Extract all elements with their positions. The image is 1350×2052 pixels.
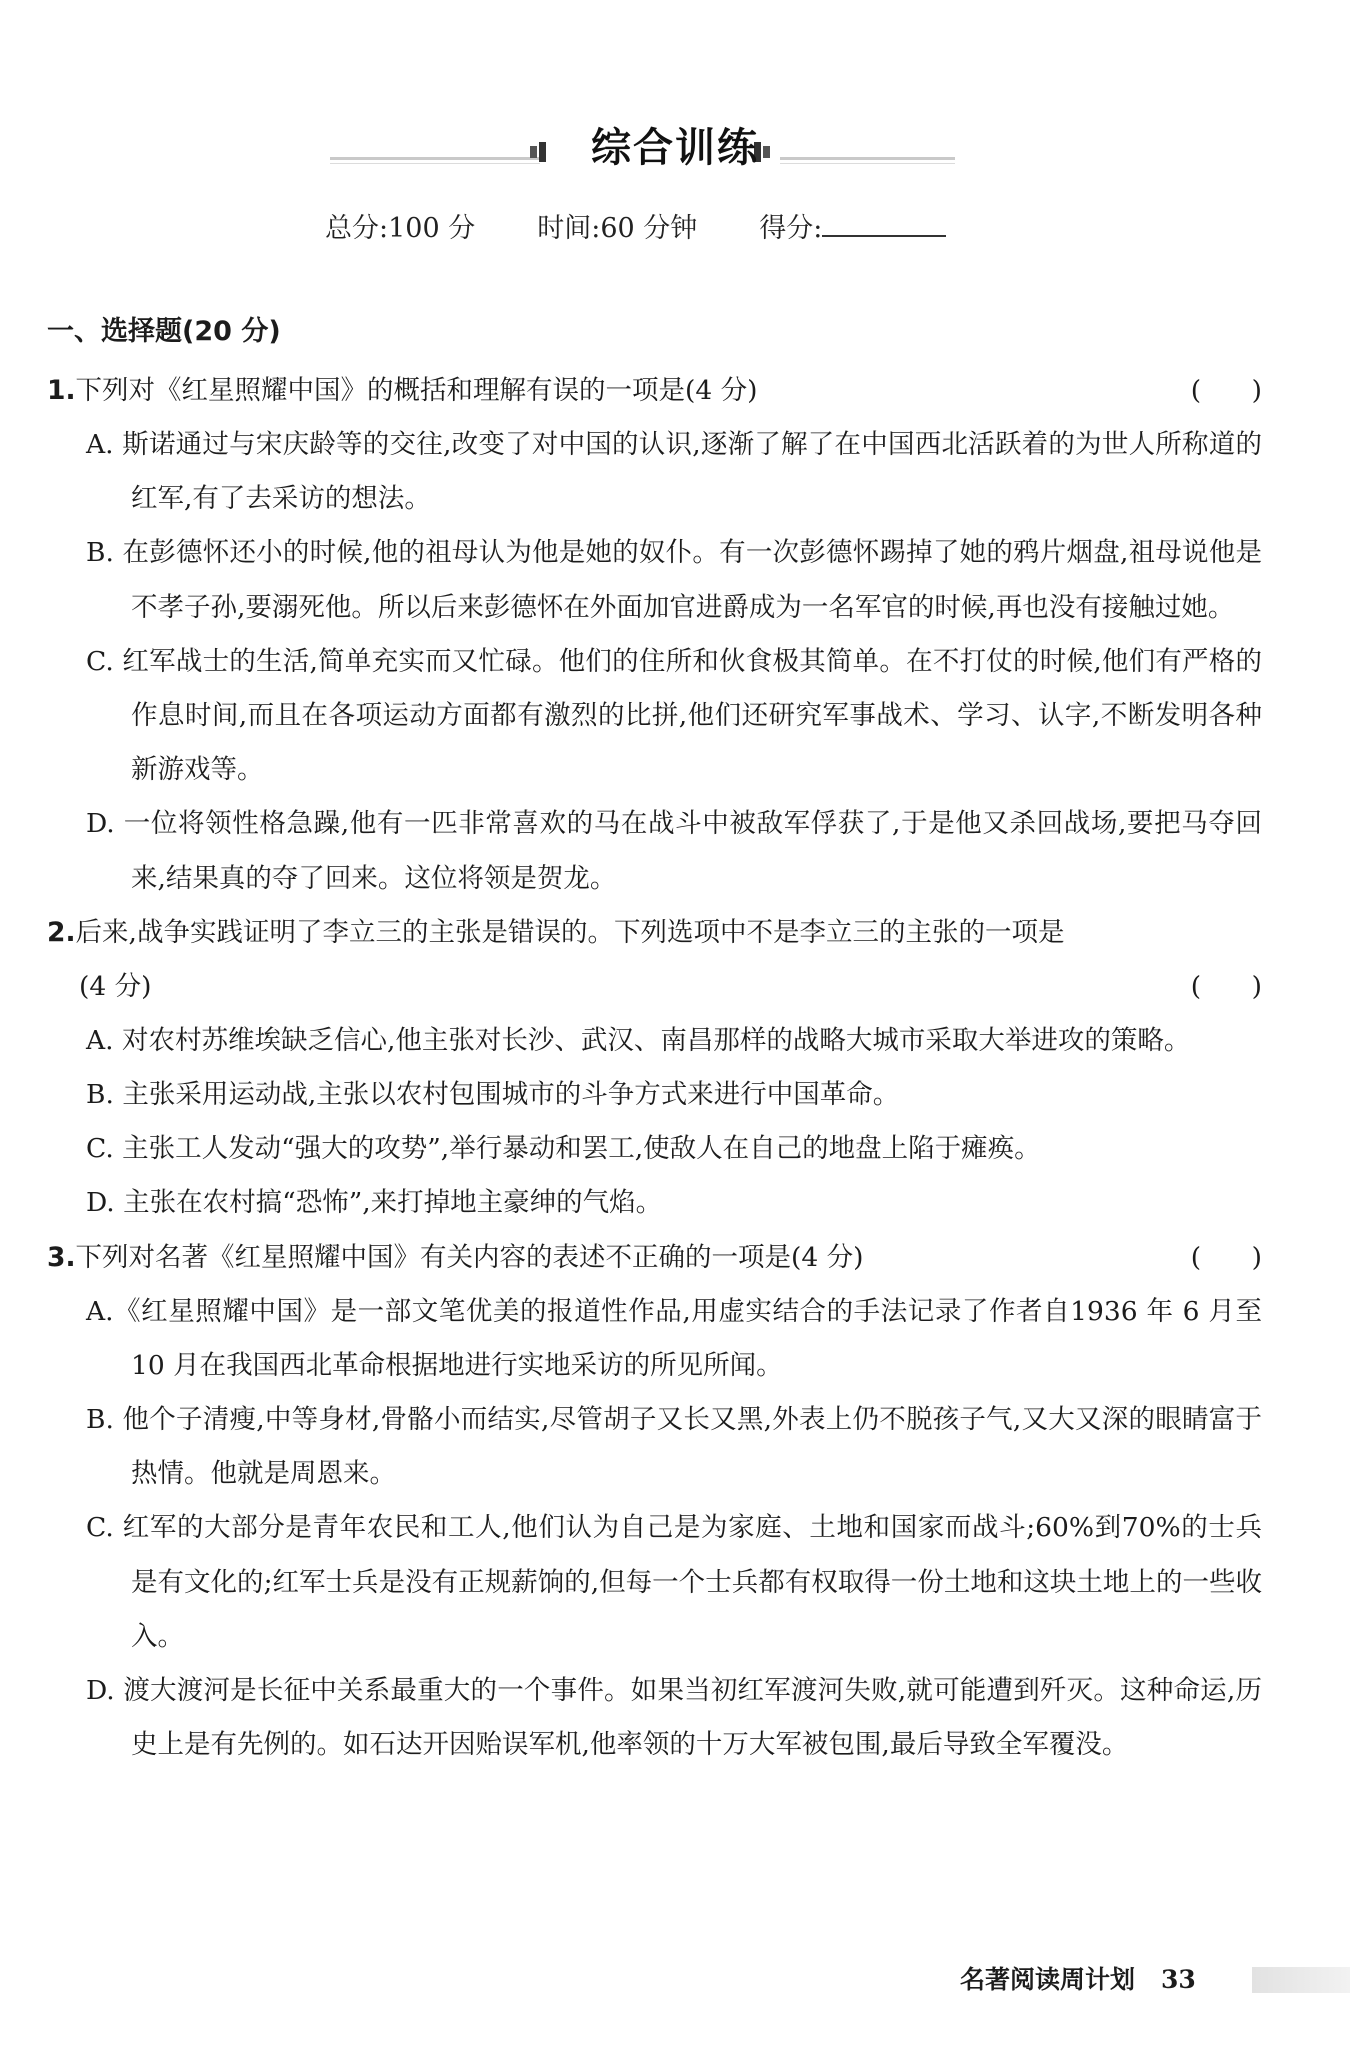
page-number: 33 (1161, 1965, 1196, 1994)
question-list (47, 364, 1262, 1772)
option-1a: A. 斯诺通过与宋庆龄等的交往,改变了对中国的认识,逐渐了解了在中国西北活跃着的为世人所称道的红军,有了去采访的想法。 (86, 429, 1262, 515)
question-stem: 后来,战争实践证明了李立三的主张是错误的。下列选项中不是李立三的主张的一项是 (75, 916, 1065, 948)
total-score: 总分:100 分 (325, 213, 476, 244)
option-3c: C. 红军的大部分是青年农民和工人,他们认为自己是为家庭、土地和国家而战斗;60%到70%的士兵是有文化的;红军士兵是没有正规薪饷的,但每一个士兵都有权取得一份土地和这块土地上的一些收入。 (86, 1512, 1262, 1652)
page-header (0, 118, 1350, 178)
answer-paren[interactable]: ( ) (1190, 375, 1262, 406)
option-2a: A. 对农村苏维埃缺乏信心,他主张对长沙、武汉、南昌那样的战略大城市采取大举进攻的策略。 (86, 1024, 1191, 1056)
option-2b: B. 主张采用运动战,主张以农村包围城市的斗争方式来进行中国革命。 (86, 1079, 900, 1111)
answer-paren[interactable]: ( ) (1190, 970, 1262, 1002)
footer-bar (1252, 1967, 1350, 1993)
question-number: 2. (47, 916, 76, 948)
question-number: 3. (47, 1241, 76, 1273)
question-number: 1. (47, 375, 76, 406)
time-limit: 时间:60 分钟 (537, 213, 698, 244)
score-blank[interactable] (822, 205, 946, 237)
option-3d: D. 渡大渡河是长征中关系最重大的一个事件。如果当初红军渡河失败,就可能遭到歼灭。这种命运,历史上是有先例的。如石达开因贻误军机,他率领的十万大军被包围,最后导致全军覆没。 (86, 1675, 1262, 1761)
score-info (325, 205, 946, 249)
question-stem-cont: (4 分) (79, 970, 152, 1002)
question-1 (47, 364, 1262, 418)
option-3a: A.《红星照耀中国》是一部文笔优美的报道性作品,用虚实结合的手法记录了作者自1936 年 6 月至 10 月在我国西北革命根据地进行实地采访的所见所闻。 (86, 1295, 1262, 1381)
option-1b: B. 在彭德怀还小的时候,他的祖母认为他是她的奴仆。有一次彭德怀踢掉了她的鸦片烟盘,祖母说他是不孝子孙,要溺死他。所以后来彭德怀在外面加官进爵成为一名军官的时候,再也没有接触过她。 (86, 537, 1262, 623)
answer-paren[interactable]: ( ) (1190, 1241, 1262, 1273)
option-3b: B. 他个子清瘦,中等身材,骨骼小而结实,尽管胡子又长又黑,外表上仍不脱孩子气,又大又深的眼睛富于热情。他就是周恩来。 (86, 1404, 1262, 1490)
section-title: 一、选择题(20 分) (47, 316, 281, 347)
page-footer (960, 1960, 1196, 2000)
option-2d: D. 主张在农村搞“恐怖”,来打掉地主豪绅的气焰。 (86, 1187, 663, 1219)
page-title: 综合训练 (591, 125, 759, 171)
book-title: 名著阅读周计划 (960, 1965, 1136, 1994)
score-label: 得分: (759, 213, 823, 244)
option-1d: D. 一位将领性格急躁,他有一匹非常喜欢的马在战斗中被敌军俘获了,于是他又杀回战场,要把马夺回来,结果真的夺了回来。这位将领是贺龙。 (86, 808, 1262, 894)
question-2 (47, 906, 1262, 960)
question-2-continued (47, 960, 1262, 1014)
option-2c: C. 主张工人发动“强大的攻势”,举行暴动和罢工,使敌人在自己的地盘上陷于瘫痪。 (86, 1133, 1041, 1165)
question-stem: 下列对名著《红星照耀中国》有关内容的表述不正确的一项是(4 分) (75, 1241, 864, 1273)
option-1c: C. 红军战士的生活,简单充实而又忙碌。他们的住所和伙食极其简单。在不打仗的时候,他们有严格的作息时间,而且在各项运动方面都有激烈的比拼,他们还研究军事战术、学习、认字,不断发明各种新游戏等。 (86, 645, 1262, 786)
question-3 (47, 1231, 1262, 1285)
question-stem: 下列对《红星照耀中国》的概括和理解有误的一项是(4 分) (75, 375, 758, 406)
